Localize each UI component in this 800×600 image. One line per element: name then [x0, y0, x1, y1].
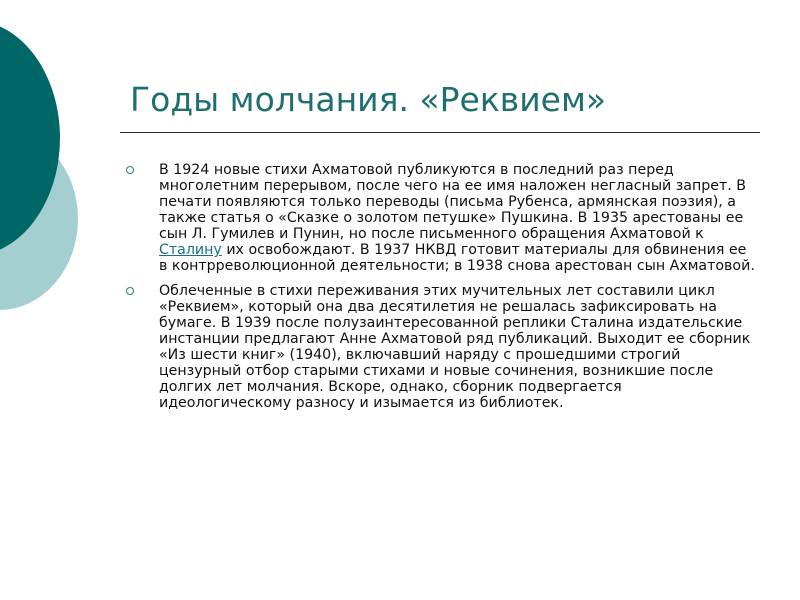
stalin-link[interactable]: Сталину — [159, 242, 222, 258]
title-divider — [120, 132, 760, 133]
bullet-item-2 — [126, 283, 756, 411]
slide-title: Годы молчания. «Реквием» — [130, 80, 607, 119]
bullet-list — [126, 162, 756, 420]
bullet-circle-icon — [126, 166, 134, 174]
bullet-2-text: Облеченные в стихи переживания этих мучительных лет составили цикл «Реквием», который она два десятилетия не решалась зафиксировать на бумаге. В 1939 после полузаинтересованной реплики Сталина издательские инстанции предлагают Анне Ахматовой ряд публикаций. Выходит ее сборник «Из шести книг» (1940), включавший наряду с прошедшими строгий цензурный отбор старыми стихами и новые сочинения, возникшие после долгих лет молчания. Вскоре, однако, сборник подвергается идеологическому разносу и изымается из библиотек. — [159, 283, 751, 411]
bullet-circle-icon — [126, 287, 134, 295]
bullet-1-text-part-1: В 1924 новые стихи Ахматовой публикуются в последний раз перед многолетним перерывом, после чего на ее имя наложен негласный запрет. В печати появляются только переводы (письма Рубенса, армянская поэзия), а также статья о «Сказке о золотом петушке» Пушкина. В 1935 арестованы ее сын Л. Гумилев и Пунин, но после письменного обращения Ахматовой к — [159, 162, 747, 242]
bullet-1-text-part-2: их освобождают. В 1937 НКВД готовит материалы для обвинения ее в контрреволюционной деятельности; в 1938 снова арестован сын Ахматовой. — [159, 242, 755, 274]
bullet-item-1 — [126, 162, 756, 274]
